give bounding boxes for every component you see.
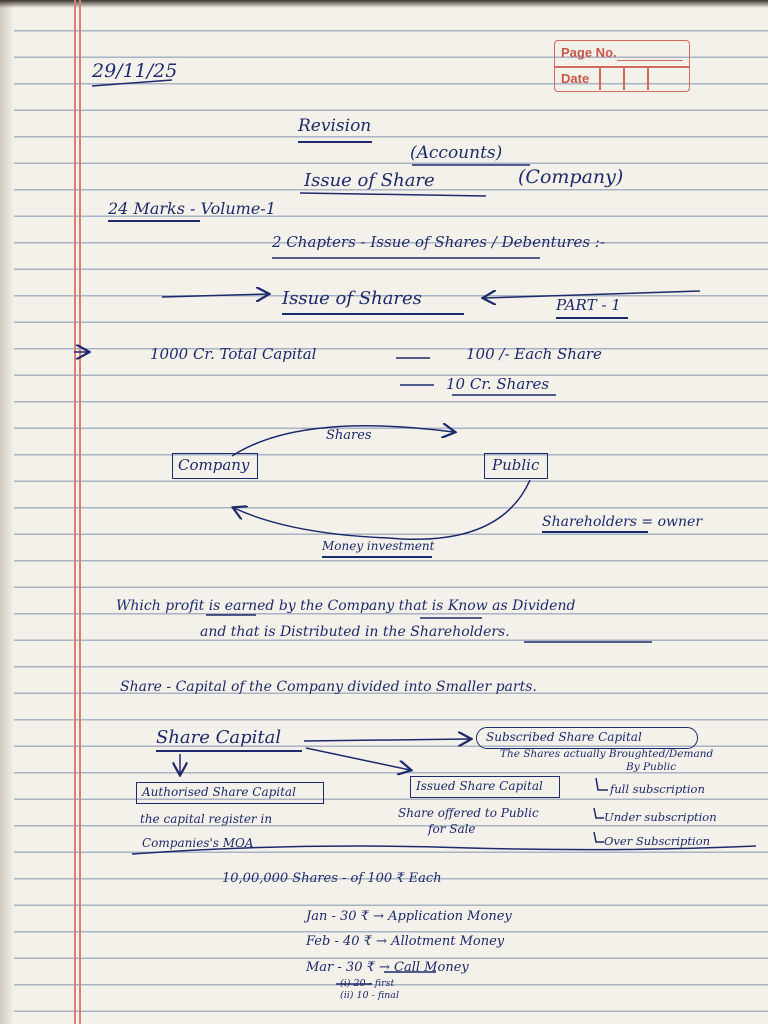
ten-cr-shares-note: 10 Cr. Shares — [446, 375, 550, 393]
revision-heading: Revision — [298, 116, 372, 136]
subscribed-desc-1: The Shares actually Broughted/Demand — [500, 748, 714, 760]
date-underline — [92, 80, 172, 86]
issue-of-shares-heading: Issue of Shares — [282, 288, 422, 309]
to-subscribed-arrow — [304, 739, 470, 741]
issue-of-share-heading: Issue of Share — [304, 170, 435, 191]
issued-label: Issued Share Capital — [416, 779, 543, 793]
accounts-heading: (Accounts) — [410, 143, 503, 163]
total-capital-note: 1000 Cr. Total Capital — [150, 345, 317, 363]
authorised-label: Authorised Share Capital — [142, 785, 296, 799]
subscribed-label: Subscribed Share Capital — [486, 730, 642, 744]
marks-volume-note: 24 Marks - Volume-1 — [108, 199, 276, 218]
share-capital-definition: Share - Capital of the Company divided into Smaller parts. — [120, 679, 537, 695]
shareholders-owner-note: Shareholders = owner — [542, 514, 703, 530]
hook — [594, 808, 604, 818]
subscribed-desc-2: By Public — [626, 761, 677, 773]
money-investment-label: Money investment — [322, 539, 435, 553]
dividend-line-2: and that is Distributed in the Shareholders. — [200, 624, 510, 640]
over-subscription: Over Subscription — [604, 834, 711, 848]
date-label: Date — [561, 71, 590, 86]
shares-flow-arrow — [232, 426, 454, 456]
shares-each-note: 10,00,000 Shares - of 100 ₹ Each — [222, 871, 442, 886]
left-arrow — [162, 294, 268, 297]
issued-desc-2: for Sale — [428, 822, 476, 836]
jan-application-money: Jan - 30 ₹ → Application Money — [306, 909, 512, 924]
share-capital-heading: Share Capital — [156, 727, 282, 748]
right-arrow — [484, 291, 700, 298]
chapters-note: 2 Chapters - Issue of Shares / Debentures :- — [272, 233, 605, 251]
page-no-label: Page No. — [561, 45, 617, 60]
section-divider — [132, 846, 756, 854]
part-label: PART - 1 — [556, 296, 621, 314]
issued-desc-1: Share offered to Public — [398, 806, 539, 820]
written-date: 29/11/25 — [92, 60, 178, 82]
authorised-desc-2: Companies's MOA — [142, 836, 254, 850]
dividend-line-1: Which profit is earned by the Company that is Know as Dividend — [116, 598, 576, 614]
hook — [596, 778, 608, 790]
under-subscription: Under subscription — [604, 810, 717, 824]
money-flow-arrow — [234, 480, 530, 539]
shares-arrow-label: Shares — [326, 428, 372, 443]
each-share-note: 100 /- Each Share — [466, 345, 602, 363]
feb-allotment-money: Feb - 40 ₹ → Allotment Money — [306, 934, 505, 949]
mar-call-money: Mar - 30 ₹ → Call Money — [306, 960, 469, 975]
company-heading: (Company) — [518, 166, 624, 188]
company-box-label: Company — [178, 456, 250, 474]
issue-share-underline — [300, 193, 486, 196]
to-issued-arrow — [306, 748, 410, 770]
call-final: (ii) 10 - final — [340, 990, 400, 1001]
hook — [594, 832, 604, 842]
public-box-label: Public — [492, 456, 540, 474]
call-first: (i) 20 - first — [340, 978, 395, 989]
authorised-desc-1: the capital register in — [140, 812, 273, 826]
full-subscription: full subscription — [610, 782, 705, 796]
